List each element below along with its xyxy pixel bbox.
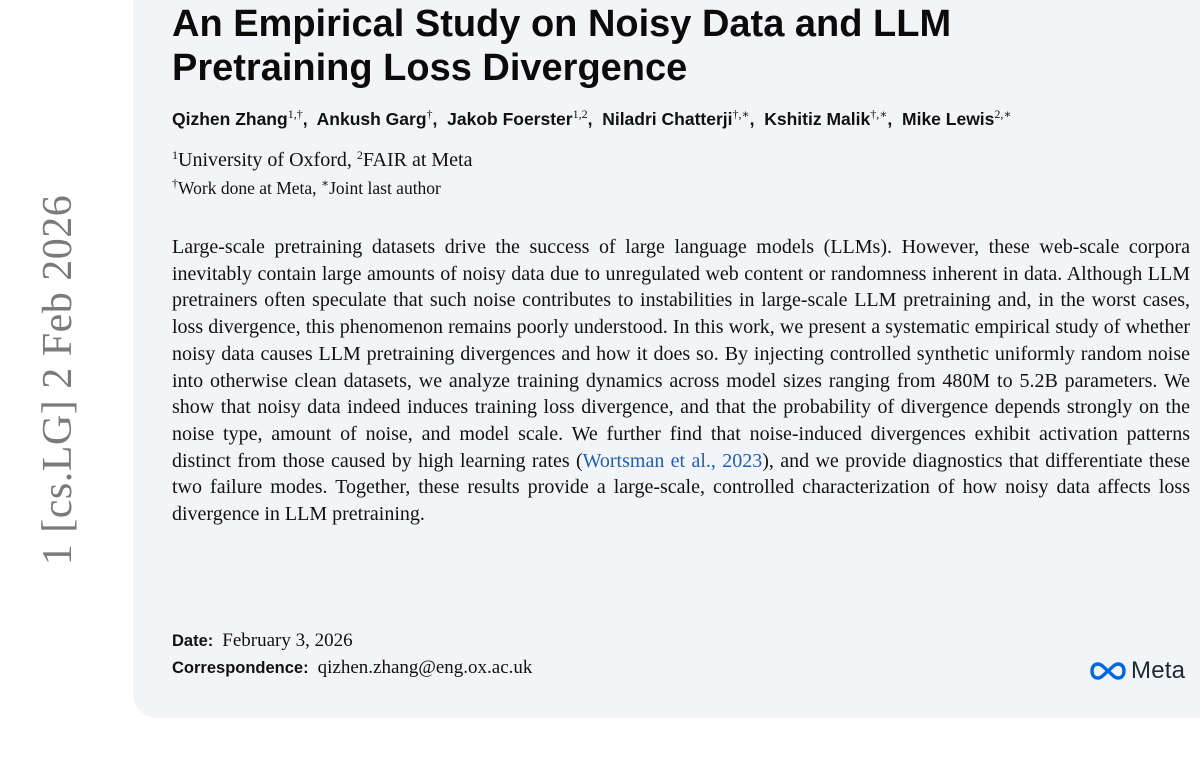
- author-name: Niladri Chatterji: [602, 109, 733, 129]
- note-work-at-meta: Work done at Meta,: [178, 178, 317, 198]
- author-name: Ankush Garg: [316, 109, 427, 129]
- note-mark: †: [172, 176, 178, 190]
- meta-logo: [1088, 656, 1185, 686]
- author-marks: 1,†: [287, 107, 303, 121]
- author-marks: †,∗: [732, 107, 750, 121]
- affiliation-oxford: University of Oxford,: [178, 149, 352, 171]
- arxiv-side-stamp: 1 [cs.LG] 2 Feb 2026: [35, 194, 81, 566]
- citation-year: 2023: [722, 449, 763, 472]
- author-name: Kshitiz Malik: [764, 109, 871, 129]
- affiliation-fair: FAIR at Meta: [362, 149, 473, 171]
- citation-separator: ,: [710, 449, 723, 472]
- correspondence-email[interactable]: qizhen.zhang@eng.ox.ac.uk: [317, 657, 533, 678]
- correspondence-row: [172, 655, 532, 681]
- author-marks: †: [426, 107, 433, 121]
- citation-link[interactable]: [583, 450, 763, 472]
- affiliation-mark: 2: [356, 148, 363, 162]
- date-row: [172, 628, 353, 654]
- meta-logo-text: Meta: [1131, 657, 1186, 684]
- abstract-text: Large-scale pretraining datasets drive the success of large language models (LLMs). However, these web-scale corpora inevitably contain large amounts of noisy data due to unregulated web content or randomness inherent in data. Although LLM pretrainers often speculate that such noise contributes to instabilities in large-scale LLM pretraining and, in the worst cases, loss divergence, this phenomenon remains poorly understood. In this work, we present a systematic empirical study of whether noisy data causes LLM pretraining divergences and how it does so. By injecting controlled synthetic uniformly random noise into otherwise clean datasets, we analyze training dynamics across model sizes ranging from 480M to 5.2B parameters. We show that noisy data indeed induces training loss divergence, and that the probability of divergence depends strongly on the noise type, amount of noise, and model scale. We further find that noise-induced divergences exhibit activation patterns distinct from those caused by high learning rates (: [172, 236, 1190, 472]
- meta-infinity-icon: [1088, 661, 1128, 681]
- date-label: Date:: [172, 632, 214, 650]
- author-marks: 1,2: [572, 107, 588, 121]
- note-mark: ∗: [320, 176, 330, 190]
- author-name: Mike Lewis: [902, 109, 995, 129]
- note-joint-last-author: Joint last author: [329, 178, 441, 198]
- abstract-text: ), and we provide diagnostics that differentiate these two failure modes. Together, these results provide a large-scale, controlled characterization of how noisy data affects loss divergence in LLM pretraining.: [172, 449, 1190, 526]
- affiliations: [172, 146, 872, 174]
- affiliation-mark: 1: [172, 148, 178, 162]
- abstract: [172, 234, 1190, 528]
- paper-title: An Empirical Study on Noisy Data and LLM Pretraining Loss Divergence: [172, 3, 952, 89]
- correspondence-label: Correspondence:: [172, 659, 309, 677]
- author-notes: [172, 176, 872, 200]
- author-marks: 2,∗: [994, 107, 1012, 121]
- author-name: Qizhen Zhang: [172, 109, 288, 129]
- citation-author: Wortsman et al.: [582, 449, 711, 472]
- author-name: Jakob Foerster: [447, 109, 573, 129]
- author-marks: †,∗: [870, 107, 888, 121]
- author-list: Qizhen Zhang$^{1,\dagger}$, Ankush Garg†, Jakob Foerster$^{1,2}$, Niladri Chatterji†,∗, Kshitiz Malik†,∗, Mike Lewis$^{2,∗}$: [172, 107, 1012, 129]
- date-value: February 3, 2026: [222, 630, 353, 651]
